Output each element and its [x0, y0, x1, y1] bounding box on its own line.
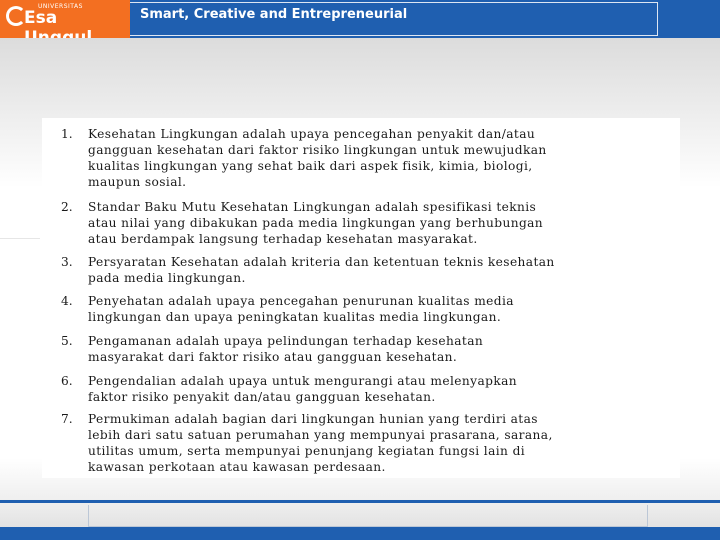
- item-number: 3.: [61, 255, 73, 269]
- text-line: Pengamanan adalah upaya pelindungan terhadap kesehatan: [88, 334, 484, 348]
- university-logo: [0, 0, 130, 38]
- logo-subtitle: UNIVERSITAS: [38, 3, 83, 10]
- text-line: utilitas umum, serta mempunyai penunjang kegiatan fungsi lain di: [88, 444, 526, 458]
- item-text: [88, 126, 652, 190]
- text-line: maupun sosial.: [88, 175, 187, 189]
- tagline: Smart, Creative and Entrepreneurial: [140, 7, 408, 22]
- document-image: [42, 118, 680, 478]
- text-line: lebih dari satu satuan perumahan yang mempunyai prasarana, sarana,: [88, 428, 553, 442]
- item-number: 5.: [61, 334, 73, 348]
- footer-frame: [88, 505, 648, 527]
- item-text: [88, 333, 652, 365]
- item-number: 1.: [61, 127, 73, 141]
- item-number: 6.: [61, 374, 73, 388]
- text-line: atau berdampak langsung terhadap kesehatan masyarakat.: [88, 232, 478, 246]
- item-number: 2.: [61, 200, 73, 214]
- logo-name: Esa: [24, 8, 58, 28]
- text-line: faktor risiko penyakit dan/atau gangguan kesehatan.: [88, 390, 436, 404]
- item-text: [88, 254, 652, 286]
- text-line: Standar Baku Mutu Kesehatan Lingkungan adalah spesifikasi teknis: [88, 200, 537, 214]
- item-text: [88, 373, 652, 405]
- item-text: [88, 199, 652, 247]
- item-number: 7.: [61, 412, 73, 426]
- text-line: Pengendalian adalah upaya untuk mengurangi atau melenyapkan: [88, 374, 518, 388]
- footer-line: [0, 500, 720, 503]
- text-line: Permukiman adalah bagian dari lingkungan hunian yang terdiri atas: [88, 412, 538, 426]
- text-line: gangguan kesehatan dari faktor risiko lingkungan untuk mewujudkan: [88, 143, 547, 157]
- footer-bar: [0, 527, 720, 540]
- text-line: Kesehatan Lingkungan adalah upaya pencegahan penyakit dan/atau: [88, 127, 536, 141]
- text-line: kualitas lingkungan yang sehat baik dari aspek fisik, kimia, biologi,: [88, 159, 533, 173]
- text-line: masyarakat dari faktor risiko atau gangguan kesehatan.: [88, 350, 458, 364]
- header-bar: [0, 0, 720, 38]
- text-line: atau nilai yang dibakukan pada media lingkungan yang berhubungan: [88, 216, 544, 230]
- item-text: [88, 411, 652, 475]
- text-line: Penyehatan adalah upaya pencegahan penurunan kualitas media: [88, 294, 514, 308]
- text-line: kawasan perkotaan atau kawasan perdesaan.: [88, 460, 386, 474]
- logo-circle-icon: [6, 6, 26, 26]
- text-line: Persyaratan Kesehatan adalah kriteria dan ketentuan teknis kesehatan: [88, 255, 555, 269]
- text-line: pada media lingkungan.: [88, 271, 246, 285]
- divider-line: [0, 238, 40, 239]
- item-text: [88, 293, 652, 325]
- text-line: lingkungan dan upaya peningkatan kualitas media lingkungan.: [88, 310, 502, 324]
- item-number: 4.: [61, 294, 73, 308]
